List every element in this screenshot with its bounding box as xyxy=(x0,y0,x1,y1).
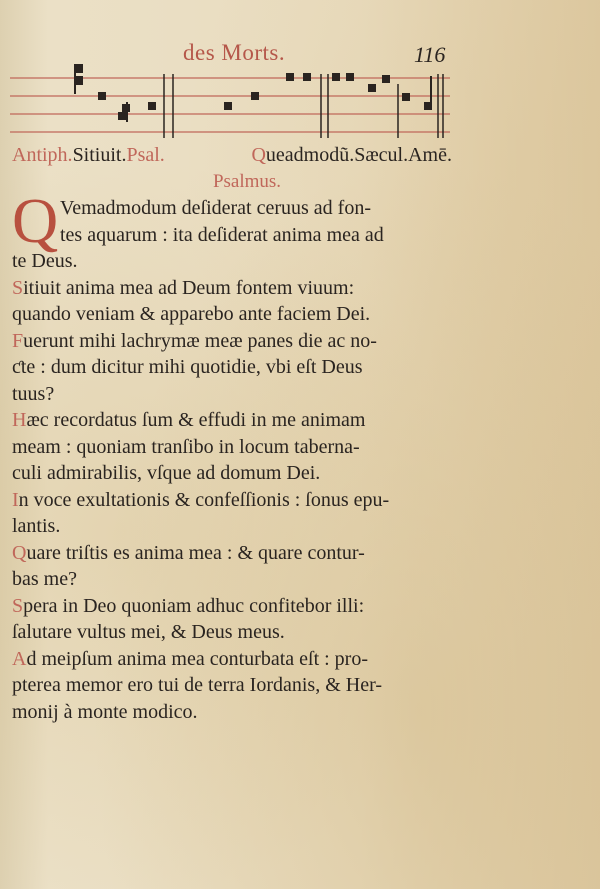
verse-initial: A xyxy=(12,647,27,670)
verse-line: pterea memor ero tui de terra Iordanis, & Her- xyxy=(12,674,382,696)
verse xyxy=(12,185,452,275)
verse-line: uerunt mihi lachrymæ meæ panes die ac no- xyxy=(23,329,377,352)
verse xyxy=(12,407,452,487)
verse-line: meam : quoniam tranſibo in locum taberna- xyxy=(12,435,360,458)
verse xyxy=(12,646,452,726)
verse-line: ſalutare vultus mei, & Deus meus. xyxy=(12,621,285,643)
verse-line: uare triſtis es anima mea : & quare contur- xyxy=(26,541,365,564)
chant-incipit-line xyxy=(12,142,452,169)
page-number: 116 xyxy=(414,42,446,67)
verse-initial: Q xyxy=(12,541,27,564)
verse xyxy=(12,540,452,593)
verse xyxy=(12,593,452,646)
verse xyxy=(12,328,452,408)
psalm-initial: Q xyxy=(251,144,266,166)
verse-line: n voce exultationis & confeſſionis : ſonus epu- xyxy=(18,488,390,511)
verse-line: tes aquarum : ita deſiderat anima mea ad xyxy=(60,223,384,246)
verse-initial: S xyxy=(12,276,24,299)
text-block xyxy=(12,142,452,725)
verse-line: Vemadmodum deſiderat ceruus ad fon- xyxy=(60,197,372,219)
verse-line: ƈte : dum dicitur mihi quotidie, vbi eſt Deus xyxy=(12,356,363,378)
bar-lines xyxy=(164,74,443,138)
verse-line: itiuit anima mea ad Deum fontem viuum: xyxy=(23,276,355,299)
verse-initial: I xyxy=(12,488,19,511)
antiphon-label: Antiph. xyxy=(12,144,73,166)
psalm-incipit: ueadmodũ.Sæcul.Amē. xyxy=(265,144,452,166)
clef xyxy=(74,64,83,94)
chant-neumes xyxy=(98,73,432,122)
verse-line: æc recordatus ſum & effudi in me animam xyxy=(26,409,366,431)
psalm-label: Psal. xyxy=(126,144,165,166)
verse-line: pera in Deo quoniam adhuc confitebor illi: xyxy=(23,594,365,617)
verse xyxy=(12,487,452,540)
running-title: des Morts. xyxy=(183,40,286,65)
verse-initial: F xyxy=(12,329,24,352)
verse-line: monij à monte modico. xyxy=(12,700,198,723)
verse-line: lantis. xyxy=(12,515,61,537)
verse-line: bas me? xyxy=(12,568,77,590)
decorated-initial: Q xyxy=(12,185,59,256)
verse-line: culi admirabilis, vſque ad domum Dei. xyxy=(12,462,321,484)
verse-line: te Deus. xyxy=(12,250,78,272)
verse-line: quando veniam & apparebo ante faciem Dei. xyxy=(12,303,371,325)
psalm-title: Psalmus. xyxy=(212,170,282,192)
verse-initial: S xyxy=(12,594,24,617)
verse-line: tuus? xyxy=(12,382,55,405)
verse-initial: H xyxy=(12,409,27,431)
antiphon-incipit: Sitiuit. xyxy=(72,144,127,166)
music-staff xyxy=(10,62,450,144)
verse-line: d meipſum anima mea conturbata eſt : pro- xyxy=(26,647,369,670)
verse xyxy=(12,275,452,328)
